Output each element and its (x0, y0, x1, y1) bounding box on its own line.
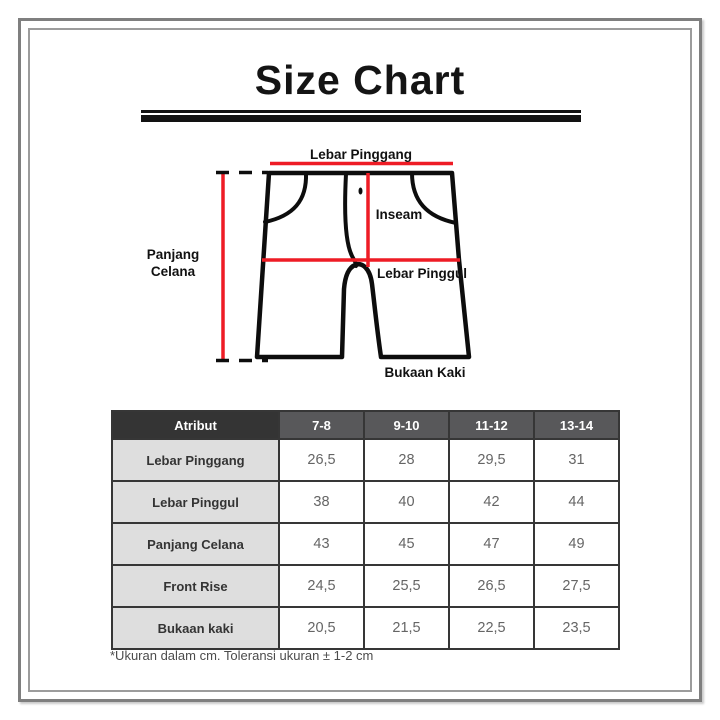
cell-value: 24,5 (279, 565, 364, 607)
row-label: Lebar Pinggang (112, 439, 279, 481)
cell-value: 31 (534, 439, 619, 481)
table-row (112, 565, 619, 607)
title-divider (141, 110, 581, 122)
label-lebar-pinggul: Lebar Pinggul (376, 266, 468, 281)
cell-value: 43 (279, 523, 364, 565)
label-panjang-celana-line1: Panjang (146, 247, 200, 262)
row-label: Panjang Celana (112, 523, 279, 565)
shorts-measurement-diagram (140, 145, 490, 393)
row-label: Bukaan kaki (112, 607, 279, 649)
table-row (112, 523, 619, 565)
cell-value: 47 (449, 523, 534, 565)
label-panjang-celana-line2: Celana (150, 264, 196, 279)
cell-value: 21,5 (364, 607, 449, 649)
cell-value: 40 (364, 481, 449, 523)
cell-value: 45 (364, 523, 449, 565)
size-tolerance-footnote: *Ukuran dalam cm. Toleransi ukuran ± 1-2 cm (110, 648, 374, 663)
cell-value: 27,5 (534, 565, 619, 607)
cell-value: 29,5 (449, 439, 534, 481)
cell-value: 25,5 (364, 565, 449, 607)
cell-value: 26,5 (449, 565, 534, 607)
shorts-button-dot (359, 188, 363, 195)
cell-value: 49 (534, 523, 619, 565)
label-lebar-pinggang: Lebar Pinggang (309, 147, 413, 162)
cell-value: 26,5 (279, 439, 364, 481)
row-label: Lebar Pinggul (112, 481, 279, 523)
column-header-13-14: 13-14 (534, 411, 619, 439)
column-header-atribut: Atribut (112, 411, 279, 439)
table-row (112, 439, 619, 481)
table-header-row (112, 411, 619, 439)
column-header-11-12: 11-12 (449, 411, 534, 439)
cell-value: 44 (534, 481, 619, 523)
cell-value: 28 (364, 439, 449, 481)
label-inseam: Inseam (375, 207, 423, 222)
cell-value: 38 (279, 481, 364, 523)
column-header-7-8: 7-8 (279, 411, 364, 439)
cell-value: 20,5 (279, 607, 364, 649)
column-header-9-10: 9-10 (364, 411, 449, 439)
table-row (112, 481, 619, 523)
page-title: Size Chart (254, 57, 466, 103)
table-row (112, 607, 619, 649)
label-bukaan-kaki: Bukaan Kaki (384, 365, 466, 380)
cell-value: 42 (449, 481, 534, 523)
shorts-outline (257, 173, 469, 357)
row-label: Front Rise (112, 565, 279, 607)
size-chart-table (111, 410, 620, 650)
cell-value: 23,5 (534, 607, 619, 649)
cell-value: 22,5 (449, 607, 534, 649)
